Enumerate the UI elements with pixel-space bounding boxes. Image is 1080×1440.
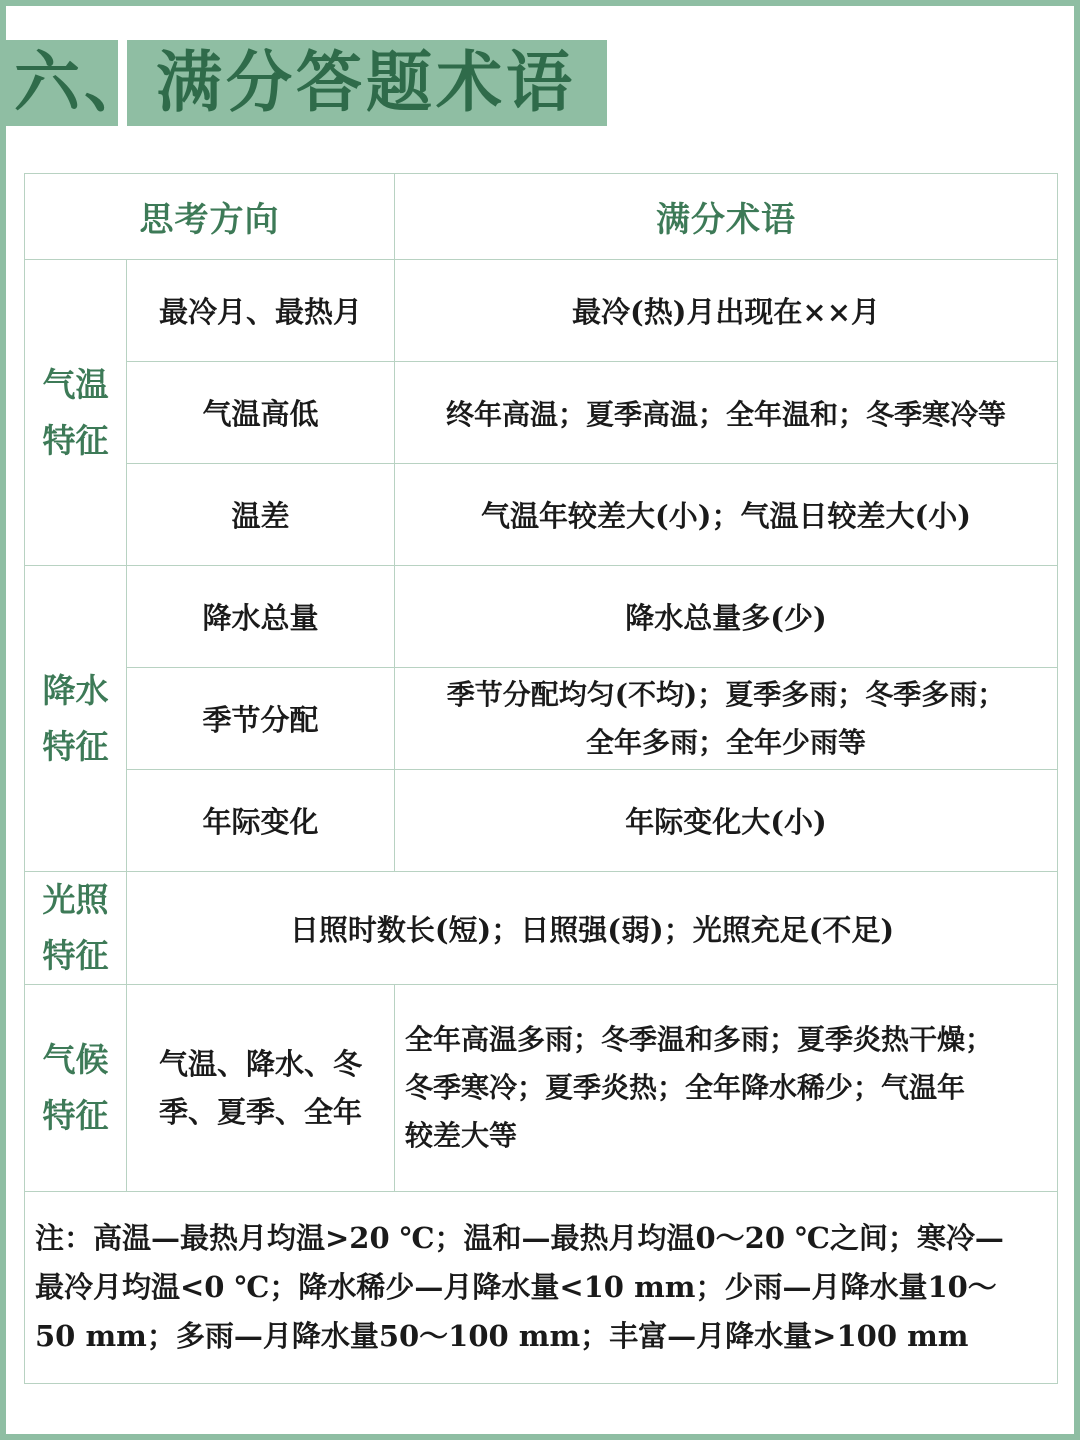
note-text: 注：高温—最热月均温>20 ℃；温和—最热月均温0～20 ℃之间；寒冷— 最冷月均温<0 ℃；降水稀少—月降水量<10 mm；少雨—月降水量10～ 50 mm；多雨—月降水量50～100 mm；丰富—月降水量>100 mm bbox=[25, 1192, 1058, 1384]
terms-table bbox=[24, 173, 1058, 1384]
table-row bbox=[25, 362, 1058, 464]
term-cell: 全年高温多雨；冬季温和多雨；夏季炎热干燥； 冬季寒冷；夏季炎热；全年降水稀少；气温年 较差大等 bbox=[395, 985, 1058, 1192]
header-terms: 满分术语 bbox=[395, 174, 1058, 260]
term-cell: 季节分配均匀(不均)；夏季多雨；冬季多雨； 全年多雨；全年少雨等 bbox=[395, 668, 1058, 770]
term-cell: 气温年较差大(小)；气温日较差大(小) bbox=[395, 464, 1058, 566]
table-row bbox=[25, 566, 1058, 668]
table-row bbox=[25, 985, 1058, 1192]
note-row bbox=[25, 1192, 1058, 1384]
table-row bbox=[25, 464, 1058, 566]
term-cell: 最冷(热)月出现在××月 bbox=[395, 260, 1058, 362]
category-temperature: 气温 特征 bbox=[25, 260, 127, 566]
aspect-cell: 最冷月、最热月 bbox=[127, 260, 395, 362]
category-climate: 气候 特征 bbox=[25, 985, 127, 1192]
aspect-cell: 温差 bbox=[127, 464, 395, 566]
table-row bbox=[25, 770, 1058, 872]
aspect-cell: 气温、降水、冬 季、夏季、全年 bbox=[127, 985, 395, 1192]
term-cell: 年际变化大(小) bbox=[395, 770, 1058, 872]
section-number: 六、 bbox=[14, 44, 154, 121]
category-precipitation: 降水 特征 bbox=[25, 566, 127, 872]
term-cell: 日照时数长(短)；日照强(弱)；光照充足(不足) bbox=[127, 872, 1058, 985]
term-cell: 终年高温；夏季高温；全年温和；冬季寒冷等 bbox=[395, 362, 1058, 464]
aspect-cell: 季节分配 bbox=[127, 668, 395, 770]
table-row bbox=[25, 260, 1058, 362]
header-row bbox=[25, 174, 1058, 260]
aspect-cell: 年际变化 bbox=[127, 770, 395, 872]
section-title: 满分答题术语 bbox=[156, 44, 576, 121]
category-sunlight: 光照 特征 bbox=[25, 872, 127, 985]
term-cell: 降水总量多(少) bbox=[395, 566, 1058, 668]
table-row bbox=[25, 668, 1058, 770]
table-row bbox=[25, 872, 1058, 985]
aspect-cell: 气温高低 bbox=[127, 362, 395, 464]
aspect-cell: 降水总量 bbox=[127, 566, 395, 668]
header-direction: 思考方向 bbox=[25, 174, 395, 260]
